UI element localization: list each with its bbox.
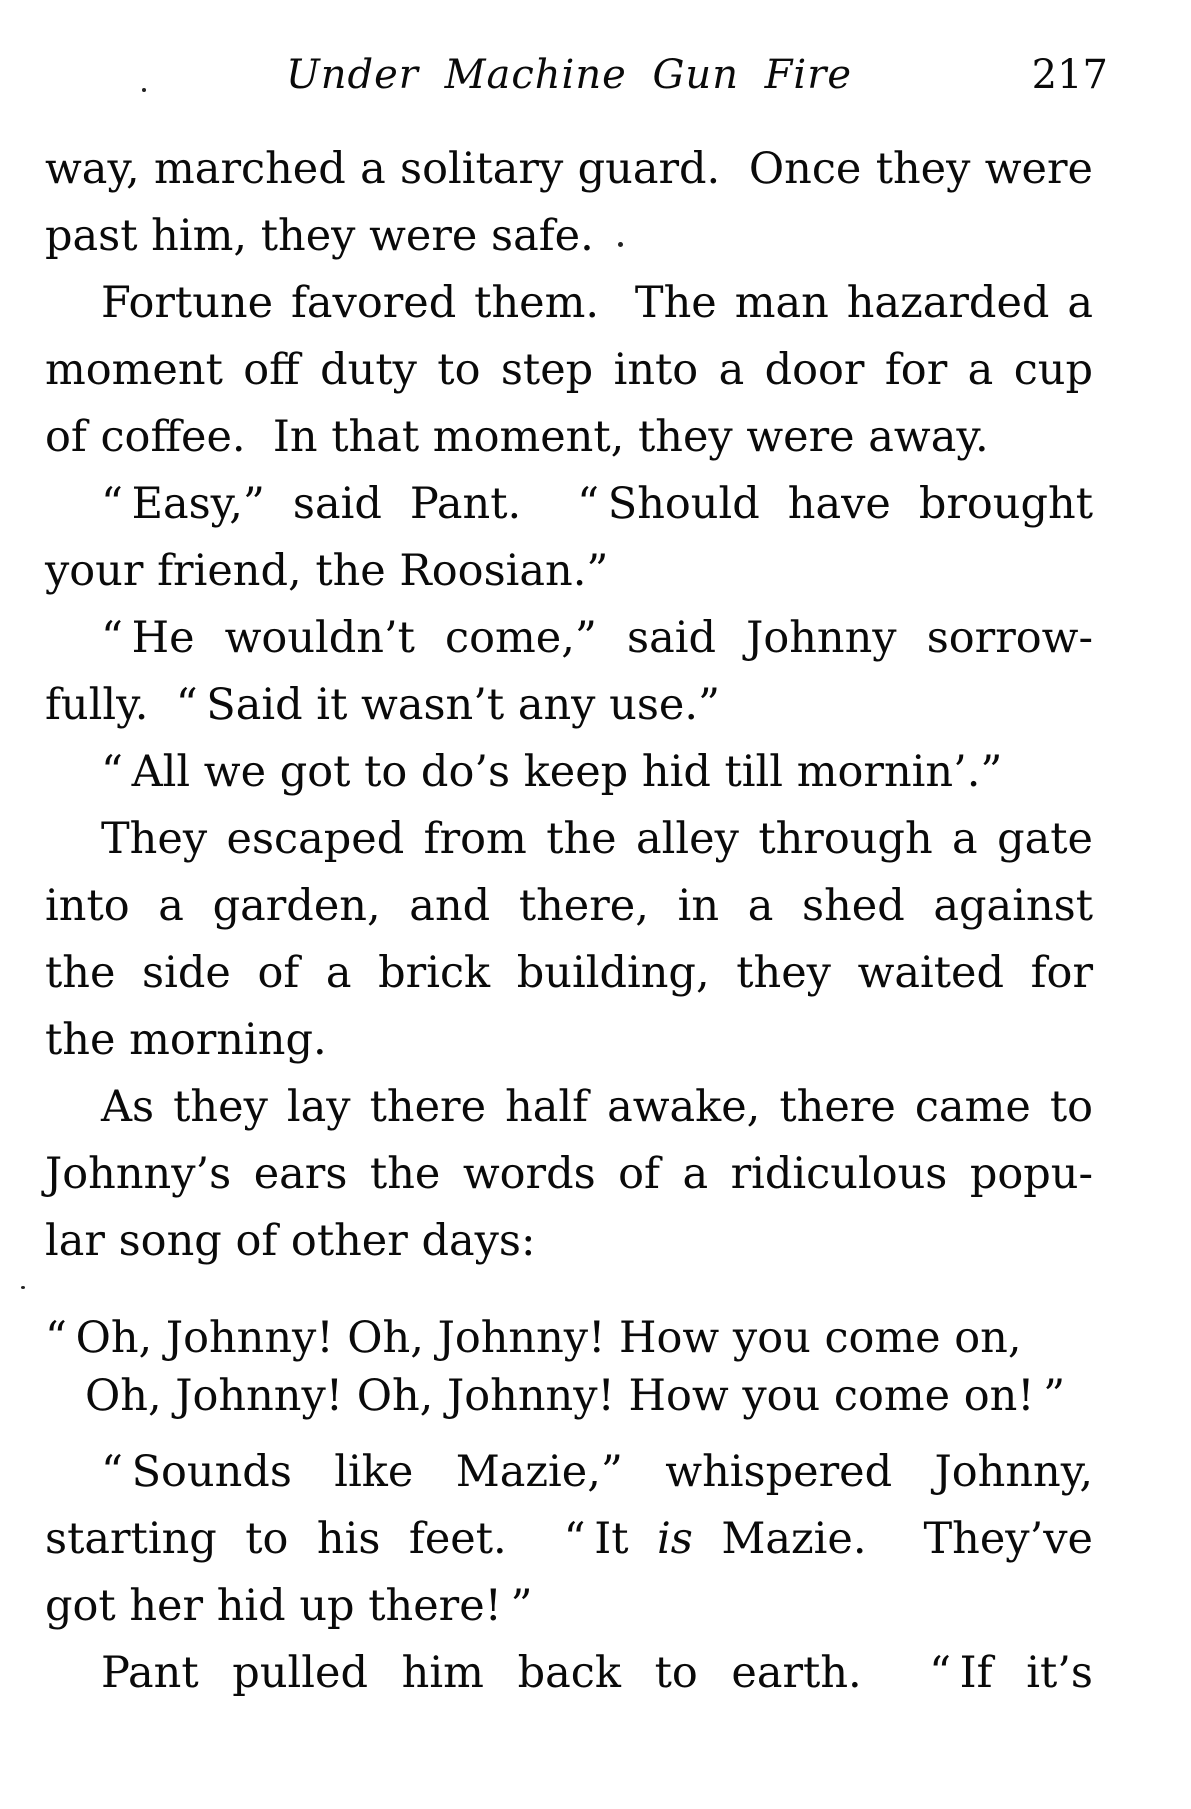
page-body	[45, 136, 1093, 1707]
running-title: Under Machine Gun Fire	[285, 52, 853, 98]
text-line-12: into a garden, and there, in a shed against	[45, 881, 1093, 931]
text-line-1: way, marched a solitary guard. Once they were	[45, 144, 1093, 194]
text-line-15: As they lay there half awake, there came to	[101, 1082, 1093, 1132]
text-line-4: moment off duty to step into a door for a cup	[45, 345, 1093, 395]
text-line-18: “ Sounds like Mazie,” whispered Johnny,	[101, 1447, 1093, 1497]
text-line-10: “ All we got to do’s keep hid till mornin’.”	[101, 747, 1003, 797]
text-line-8: “ He wouldn’t come,” said Johnny sorrow-	[101, 613, 1093, 663]
text-line-3: Fortune favored them. The man hazarded a	[101, 278, 1093, 328]
text-line-21: Pant pulled him back to earth. “ If it’s	[101, 1648, 1093, 1698]
text-segment: starting to his feet. “ It	[45, 1514, 657, 1564]
text-line-14: the morning.	[45, 1015, 327, 1065]
text-segment: Mazie. They’ve	[692, 1514, 1094, 1564]
text-line-20: got her hid up there! ”	[45, 1581, 533, 1631]
text-line-6: “ Easy,” said Pant. “ Should have brought	[101, 479, 1093, 529]
text-line-7: your friend, the Roosian.”	[45, 546, 609, 596]
scan-speck	[142, 88, 146, 92]
text-line-2: past him, they were safe.	[45, 211, 594, 261]
text-line-13: the side of a brick building, they waited for	[45, 948, 1093, 998]
text-line-9: fully. “ Said it wasn’t any use.”	[45, 680, 720, 730]
text-line-5: of coffee. In that moment, they were away.	[45, 412, 989, 462]
text-line-17: lar song of other days:	[45, 1216, 536, 1266]
italic-word: is	[657, 1514, 693, 1564]
verse-line-1: “ Oh, Johnny! Oh, Johnny! How you come on,	[45, 1313, 1022, 1363]
text-line-16: Johnny’s ears the words of a ridiculous popu-	[45, 1149, 1093, 1199]
scan-speck	[21, 1286, 25, 1289]
page-header	[45, 52, 1108, 98]
page-number: 217	[1031, 52, 1108, 98]
verse-line-2: Oh, Johnny! Oh, Johnny! How you come on! ”	[85, 1371, 1066, 1421]
scan-speck	[618, 242, 623, 247]
text-line-19	[45, 1506, 1093, 1573]
text-line-11: They escaped from the alley through a gate	[101, 814, 1093, 864]
